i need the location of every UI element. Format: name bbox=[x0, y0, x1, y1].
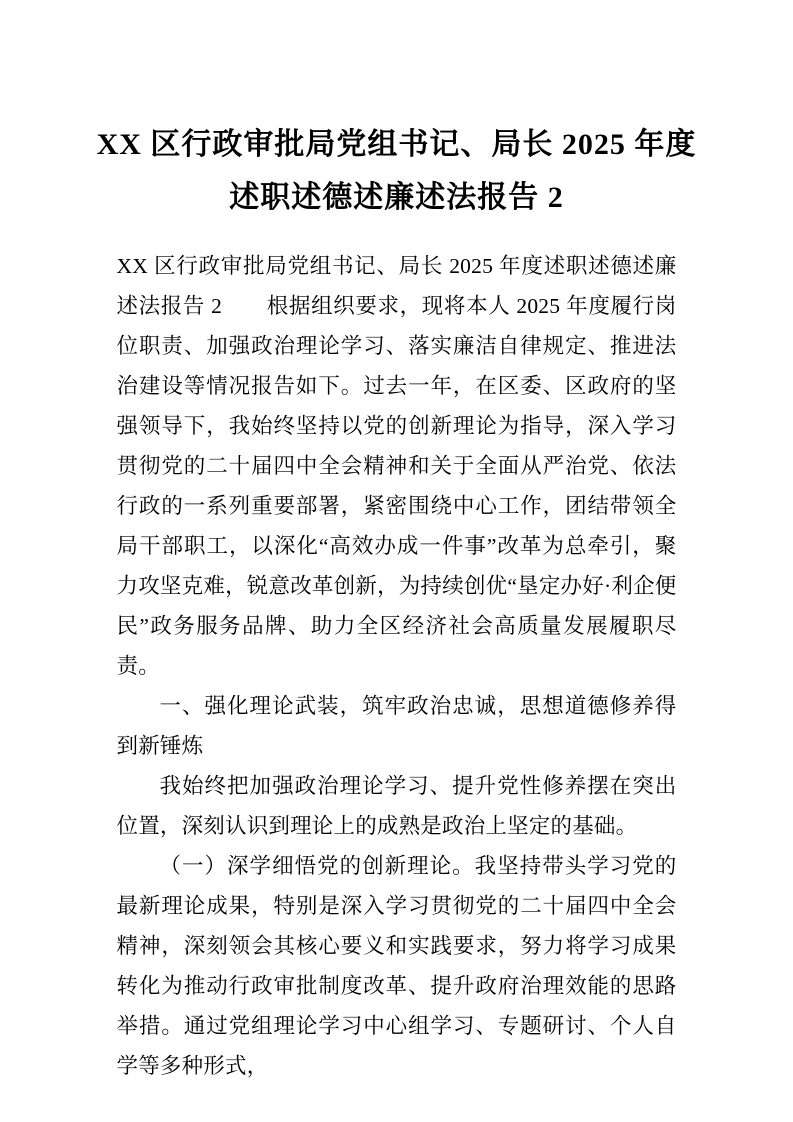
document-body bbox=[117, 246, 677, 1086]
document-title bbox=[55, 118, 738, 224]
paragraph-section-heading-1: 一、强化理论武装，筑牢政治忠诚，思想道德修养得到新锤炼 bbox=[116, 694, 677, 758]
paragraph-section-1-intro: 我始终把加强政治理论学习、提升党性修养摆在突出位置，深刻认识到理论上的成熟是政治上坚定的基础。 bbox=[116, 774, 677, 838]
document-title-line-1: XX 区行政审批局党组书记、局长 2025 年度 bbox=[96, 128, 697, 161]
document-title-line-2: 述职述德述廉述法报告 2 bbox=[229, 181, 564, 214]
paragraph-subsection-1-1: （一）深学细悟党的创新理论。我坚持带头学习党的最新理论成果，特别是深入学习贯彻党的二十届四中全会精神，深刻领会其核心要义和实践要求，努力将学习成果转化为推动行政审批制度改革、提升政府治理效能的思路举措。通过党组理论学习中心组学习、专题研讨、个人自学等多种形式， bbox=[116, 854, 677, 1078]
paragraph-intro: XX 区行政审批局党组书记、局长 2025 年度述职述德述廉述法报告 2 根据组织要求，现将本人 2025 年度履行岗位职责、加强政治理论学习、落实廉洁自律规定、推进法治建设等情况报告如下。过去一年，在区委、区政府的坚强领导下，我始终坚持以党的创新理论为指导，深入学习贯彻党的二十届四中全会精神和关于全面从严治党、依法行政的一系列重要部署，紧密围绕中心工作，团结带领全局干部职工，以深化“高效办成一件事”改革为总牵引，聚力攻坚克难，锐意改革创新，为持续创优“垦定办好·利企便民”政务服务品牌、助力全区经济社会高质量发展履职尽责。 bbox=[116, 254, 677, 678]
